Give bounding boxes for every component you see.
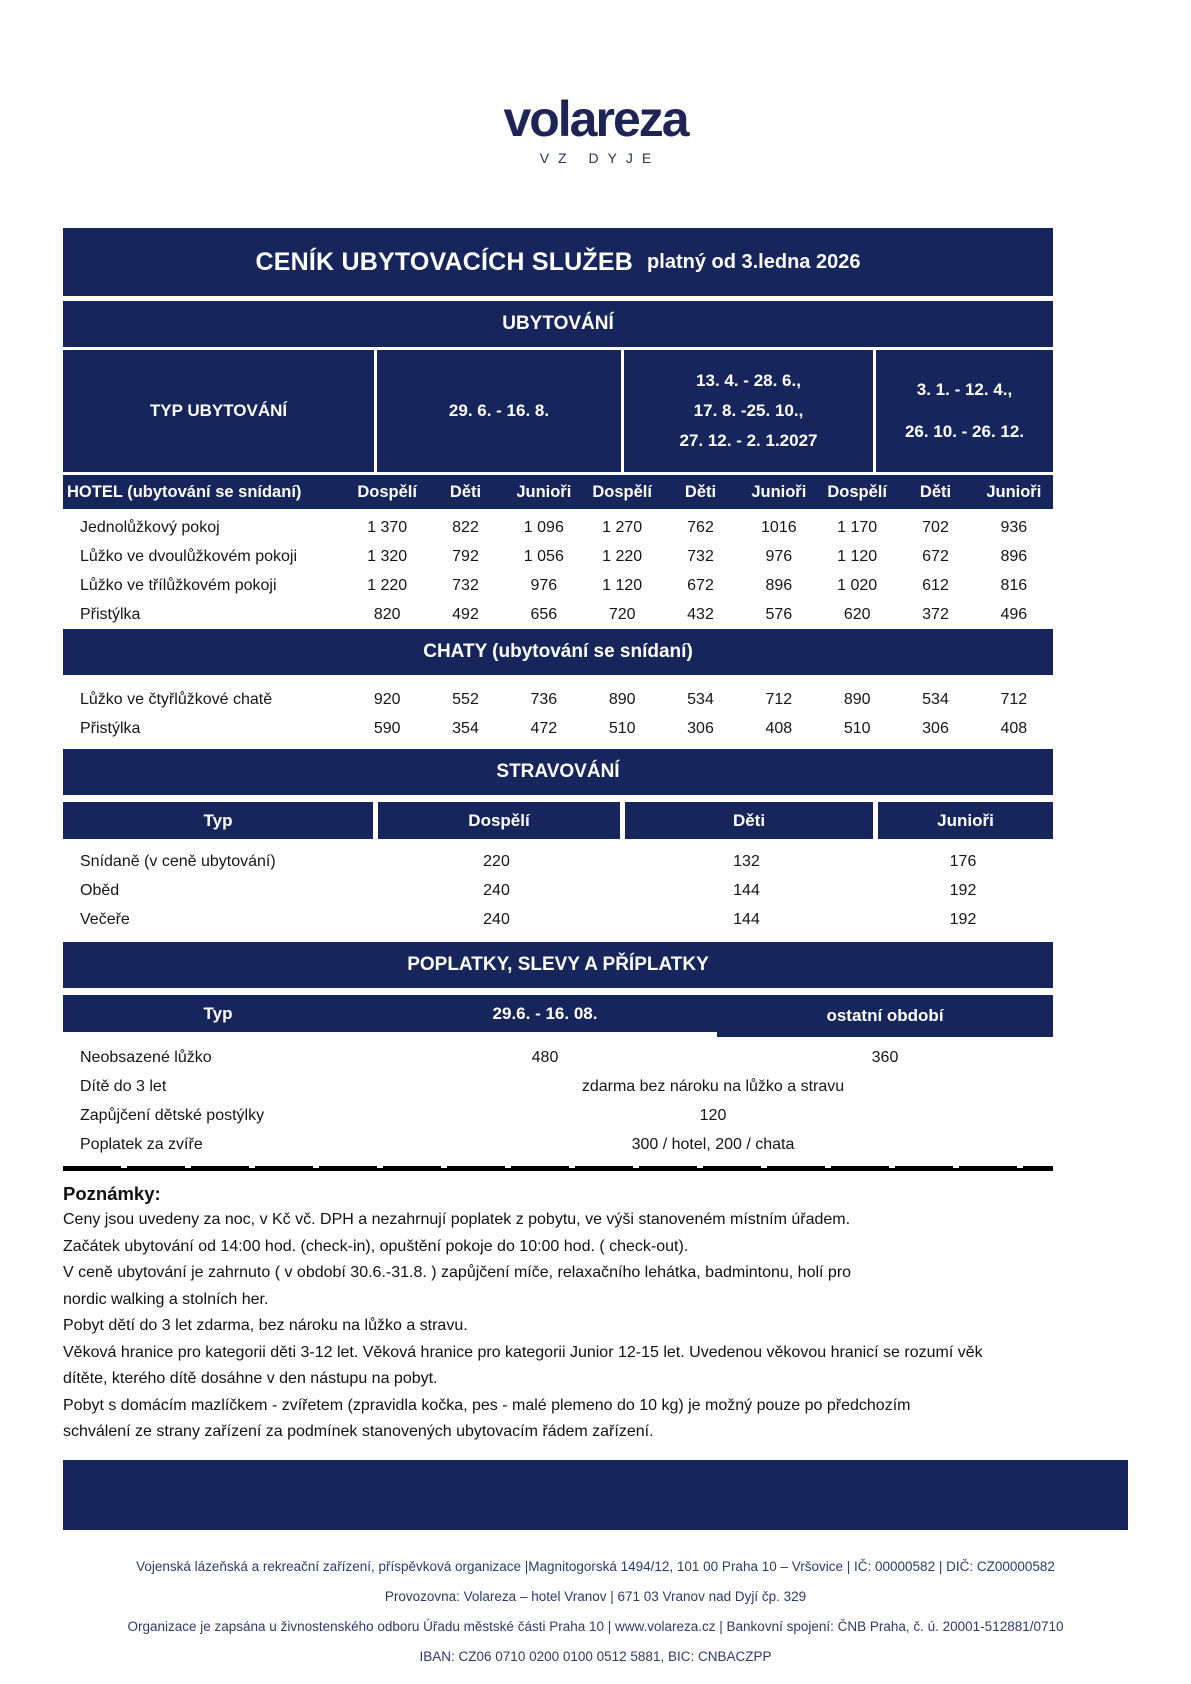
column-header: Junioři [986,482,1042,501]
row-label: Jednolůžkový pokoj [80,518,220,536]
row-label: Snídaně (v ceně ubytování) [80,852,276,870]
price-cell: 1 320 [367,547,408,565]
section-band-chaty: CHATY (ubytování se snídaní) [63,629,1053,675]
notes-section [63,1180,1131,1446]
price-cell: 672 [687,576,714,594]
price-cell: 976 [530,576,558,594]
price-cell: 612 [922,576,949,594]
row-label: Večeře [80,910,130,928]
price-cell: 590 [373,719,401,737]
price-cell: 896 [1000,547,1028,565]
price-cell: 144 [733,881,760,899]
table-row [63,1130,1053,1159]
page-title-validity: platný od 3.ledna 2026 [647,250,861,273]
footer-line-registration: Organizace je zapsána u živnostenského odboru Úřadu městské části Praha 10 | www.volareza.cz | Bankovní spojení: ČNB Praha, č. ú. 20001-512881/0710 [127,1618,1064,1634]
note-line: Pobyt s domácím mazlíčkem - zvířetem (zpravidla kočka, pes - malé plemeno do 10 kg) je možný pouze po předchozím [63,1396,911,1414]
column-header: Dospělí [827,482,887,501]
price-cell: 354 [452,719,479,737]
price-cell: zdarma bez nároku na lůžko a stravu [581,1077,845,1095]
price-cell: 360 [871,1048,899,1066]
price-cell: 822 [452,518,479,536]
price-cell: 816 [1000,576,1028,594]
price-cell: 472 [530,719,558,737]
price-cell: 240 [483,881,510,899]
price-cell: 552 [452,690,479,708]
section-band-poplatky: POPLATKY, SLEVY A PŘÍPLATKY [63,942,1053,988]
price-cell: 576 [765,605,793,623]
hotel-header-row [63,475,1053,509]
price-cell: 896 [765,576,793,594]
note-line: Pobyt dětí do 3 let zdarma, bez nároku na lůžko a stravu. [63,1317,468,1334]
column-header-typ-ubytovani: TYP UBYTOVÁNÍ [149,401,288,420]
price-cell: 408 [765,719,793,737]
price-cell: 192 [949,881,977,899]
stravovani-header-row [63,802,1053,839]
document-title-band [63,228,1053,296]
price-cell: 534 [687,690,714,708]
notes-heading: Poznámky: [63,1183,161,1204]
row-label: Oběd [80,881,120,899]
price-cell: 372 [922,605,949,623]
price-cell: 1 270 [602,518,643,536]
logo-subtitle: VZ DYJE [539,150,661,166]
price-cell: 306 [687,719,714,737]
note-line: V ceně ubytování je zahrnuto ( v období 30.6.-31.8. ) zapůjčení míče, relaxačního lehátka, badmintonu, holí pro [63,1264,852,1281]
column-header: Děti [684,482,717,501]
footer-line-provozovna: Provozovna: Volareza – hotel Vranov | 671 03 Vranov nad Dyjí čp. 329 [384,1588,807,1604]
price-cell: 732 [452,576,479,594]
column-header: Dospělí [592,482,652,501]
price-cell: 220 [483,852,510,870]
note-line: dítěte, kterého dítě dosáhne v den nástupu na pobyt. [63,1370,438,1387]
poplatky-rows [63,1037,1053,1164]
table-bottom-rule [63,1166,1053,1171]
column-header-ostatni: ostatní období [717,995,1053,1037]
price-cell: 792 [452,547,479,565]
row-label: Lůžko ve čtyřlůžkové chatě [80,690,273,708]
price-cell: 192 [949,910,977,928]
table-row [63,685,1053,714]
column-header-period-summer: 29. 6. - 16. 8. [374,350,621,472]
price-cell: 306 [922,719,949,737]
note-line: nordic walking a stolních her. [63,1290,269,1308]
price-cell: 712 [765,690,793,708]
table-row [63,847,1053,876]
price-cell: 1 056 [523,547,564,565]
price-cell: 492 [452,605,479,623]
row-label: Neobsazené lůžko [80,1048,212,1066]
price-cell: 620 [843,605,871,623]
price-cell: 432 [687,605,714,623]
row-label: Lůžko ve třílůžkovém pokoji [80,576,277,594]
price-cell: 120 [699,1106,727,1124]
price-cell: 408 [1000,719,1028,737]
price-cell: 732 [687,547,714,565]
column-header-period-off: 3. 1. - 12. 4., 26. 10. - 26. 12. [873,350,1053,472]
column-header-deti: Děti [620,802,873,839]
footer-line-iban: IBAN: CZ06 0710 0200 0100 0512 5881, BIC: CNBACZPP [419,1648,772,1664]
price-cell: 176 [949,852,977,870]
table-row [63,1101,1053,1130]
column-header: Junioři [751,482,807,501]
table-row [63,513,1053,542]
price-cell: 720 [608,605,636,623]
table-row [63,1043,1053,1072]
price-cell: 1 370 [367,518,408,536]
column-header-typ: Typ [63,995,373,1032]
price-cell: 534 [922,690,949,708]
table-row [63,1072,1053,1101]
price-cell: 672 [922,547,949,565]
column-header: Děti [919,482,952,501]
column-header: Junioři [516,482,572,501]
price-cell: 890 [843,690,871,708]
price-cell: 1 120 [837,547,878,565]
table-row [63,905,1053,934]
column-header-dospeli: Dospělí [373,802,620,839]
price-cell: 240 [483,910,510,928]
stravovani-rows [63,839,1053,942]
note-line: Ceny jsou uvedeny za noc, v Kč vč. DPH a nezahrnují poplatek z pobytu, ve výši stanoveném místním úřadem. [63,1211,851,1228]
price-cell: 496 [1000,605,1028,623]
row-label: Přistýlka [80,719,141,737]
price-cell: 144 [733,910,760,928]
row-label: Poplatek za zvíře [80,1135,203,1153]
price-cell: 890 [608,690,636,708]
chaty-rows [63,678,1053,749]
price-cell: 1 096 [523,518,564,536]
page-title: CENÍK UBYTOVACÍCH SLUŽEB [255,247,634,276]
row-label: Dítě do 3 let [80,1077,167,1095]
volareza-logo: volareza [503,91,688,147]
price-cell: 480 [531,1048,559,1066]
price-cell: 1 220 [602,547,643,565]
row-label: Přistýlka [80,605,141,623]
price-cell: 920 [373,690,401,708]
note-line: schválení ze strany zařízení za podmínek stanovených ubytovacím řádem zařízení. [63,1423,654,1440]
column-header-season: 29.6. - 16. 08. [373,995,717,1032]
hotel-header-label: HOTEL (ubytování se snídaní) [67,482,302,501]
table-row [63,600,1053,629]
price-cell: 656 [530,605,558,623]
price-cell: 1016 [761,518,797,536]
document-body [63,228,1053,1171]
hotel-rows [63,509,1053,629]
column-header-typ: Typ [63,802,373,839]
price-cell: 132 [733,852,760,870]
price-cell: 300 / hotel, 200 / chata [631,1135,795,1153]
column-header: Děti [449,482,482,501]
price-cell: 736 [530,690,558,708]
column-header-juniori: Junioři [873,802,1053,839]
price-cell: 1 170 [837,518,878,536]
price-cell: 936 [1000,518,1028,536]
price-cell: 510 [608,719,636,737]
price-cell: 712 [1000,690,1028,708]
footer-line-organization: Vojenská lázeňská a rekreační zařízení, příspěvková organizace |Magnitogorská 1494/12, 101 00 Praha 10 – Vršovice | IČ: 00000582 | DIČ: CZ00000582 [136,1558,1055,1574]
price-cell: 510 [843,719,871,737]
section-band-stravovani: STRAVOVÁNÍ [63,749,1053,795]
table-row [63,571,1053,600]
column-header-period-mid: 13. 4. - 28. 6., 17. 8. -25. 10., 27. 12. - 2. 1.2027 [621,350,873,472]
row-label: Zapůjčení dětské postýlky [80,1106,265,1124]
price-cell: 820 [373,605,401,623]
table-row [63,542,1053,571]
poplatky-header-row [63,995,1053,1037]
price-cell: 1 120 [602,576,643,594]
table-row [63,714,1053,743]
table-row [63,876,1053,905]
note-line: Začátek ubytování od 14:00 hod. (check-in), opuštění pokoje do 10:00 hod. ( check-out). [63,1237,689,1255]
price-cell: 1 220 [367,576,408,594]
footer-info [0,1552,1191,1672]
logo [0,0,1191,166]
row-label: Lůžko ve dvoulůžkovém pokoji [80,547,298,565]
price-cell: 762 [687,518,714,536]
note-line: Věková hranice pro kategorii děti 3-12 let. Věková hranice pro kategorii Junior 12-15 let. Uvedenou věkovou hranicí se rozumí věk [63,1343,983,1361]
section-band-ubytovani: UBYTOVÁNÍ [63,301,1053,347]
period-header-row [63,350,1053,472]
column-header: Dospělí [357,482,417,501]
price-cell: 702 [922,518,949,536]
price-cell: 1 020 [837,576,878,594]
price-cell: 976 [765,547,793,565]
footer-navy-bar [63,1460,1128,1530]
